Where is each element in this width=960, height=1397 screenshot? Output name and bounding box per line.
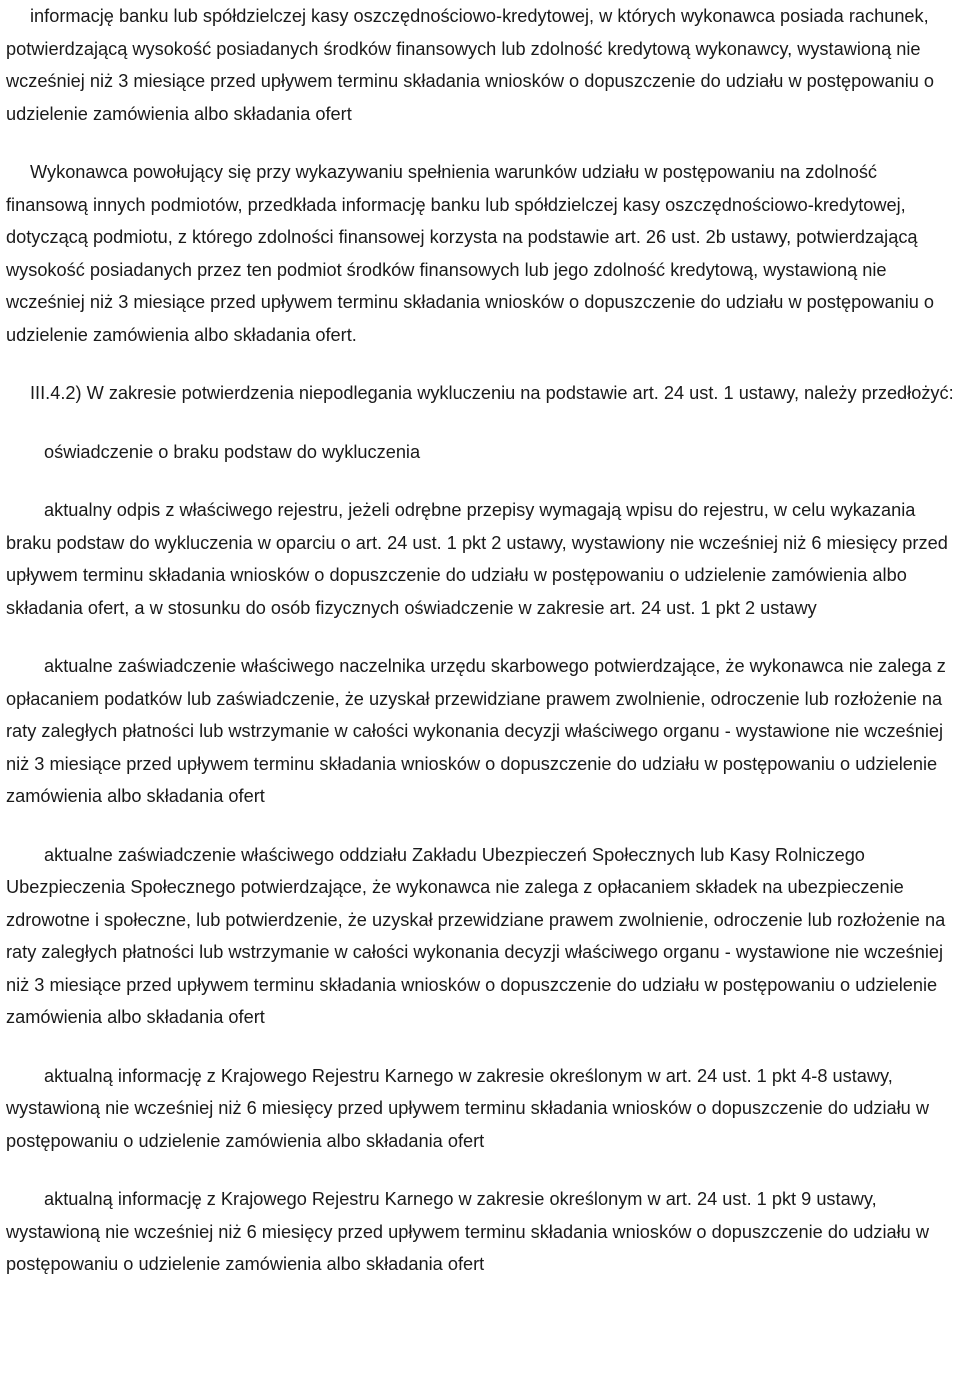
paragraph-bank-information: informację banku lub spółdzielczej kasy oszczędnościowo-kredytowej, w których wykonawca posiada rachunek, potwierdzającą wysokość posiadanych środków finansowych lub zdolność kredytową wykonawcy, wystawioną nie wcześniej niż 3 miesiące przed upływem terminu składania wniosków o dopuszczenie do udziału w postępowaniu o udzielenie zamówienia albo składania ofert — [6, 6, 935, 124]
item-tax-office-certificate: aktualne zaświadczenie właściwego naczelnika urzędu skarbowego potwierdzające, że wykonawca nie zalega z opłacaniem podatków lub zaświadczenie, że uzyskał przewidziane prawem zwolnienie, odroczenie lub rozłożenie na raty zaległych płatności lub wstrzymanie w całości wykonania decyzji właściwego organu - wystawione nie wcześniej niż 3 miesiące przed upływem terminu składania wniosków o dopuszczenie do udziału w postępowaniu o udzielenie zamówienia albo składania ofert — [6, 656, 946, 806]
paragraph-contractor-financial-capacity: Wykonawca powołujący się przy wykazywaniu spełnienia warunków udziału w postępowaniu na zdolność finansową innych podmiotów, przedkłada informację banku lub spółdzielczej kasy oszczędnościowo-kredytowej, dotyczącą podmiotu, z którego zdolności finansowej korzysta na podstawie art. 26 ust. 2b ustawy, potwierdzającą wysokość posiadanych przez ten podmiot środków finansowych lub jego zdolność kredytową, wystawioną nie wcześniej niż 3 miesiące przed upływem terminu składania wniosków o dopuszczenie do udziału w postępowaniu o udzielenie zamówienia albo składania ofert. — [6, 162, 935, 345]
item-criminal-record-9: aktualną informację z Krajowego Rejestru Karnego w zakresie określonym w art. 24 ust. 1 pkt 9 ustawy, wystawioną nie wcześniej niż 6 miesięcy przed upływem terminu składania wniosków o dopuszczenie do udziału w postępowaniu o udzielenie zamówienia albo składania ofert — [6, 1189, 929, 1274]
paragraph-gap — [6, 1157, 958, 1183]
paragraph-gap — [6, 468, 958, 494]
paragraph-gap — [6, 351, 958, 377]
item-register-extract: aktualny odpis z właściwego rejestru, jeżeli odrębne przepisy wymagają wpisu do rejestru, w celu wykazania braku podstaw do wykluczenia w oparciu o art. 24 ust. 1 pkt 2 ustawy, wystawiony nie wcześniej niż 6 miesięcy przed upływem terminu składania wniosków o dopuszczenie do udziału w postępowaniu o udzielenie zamówienia albo składania ofert, a w stosunku do osób fizycznych oświadczenie w zakresie art. 24 ust. 1 pkt 2 ustawy — [6, 500, 948, 618]
item-no-exclusion-statement: oświadczenie o braku podstaw do wykluczenia — [44, 441, 421, 462]
document-page — [6, 0, 958, 1281]
section-heading-iii-4-2: III.4.2) W zakresie potwierdzenia niepodlegania wykluczeniu na podstawie art. 24 ust. 1 ustawy, należy przedłożyć: — [30, 383, 954, 403]
paragraph-gap — [6, 813, 958, 839]
item-criminal-record-4-8: aktualną informację z Krajowego Rejestru Karnego w zakresie określonym w art. 24 ust. 1 pkt 4-8 ustawy, wystawioną nie wcześniej niż 6 miesięcy przed upływem terminu składania wniosków o dopuszczenie do udziału w postępowaniu o udzielenie zamówienia albo składania ofert — [6, 1065, 929, 1151]
paragraph-gap — [6, 1034, 958, 1060]
paragraph-gap — [6, 410, 958, 436]
item-social-insurance-certificate: aktualne zaświadczenie właściwego oddziału Zakładu Ubezpieczeń Społecznych lub Kasy Rolniczego Ubezpieczenia Społecznego potwierdzające, że wykonawca nie zalega z opłacaniem składek na ubezpieczenie zdrowotne i społeczne, lub potwierdzenie, że uzyskał przewidziane prawem zwolnienie, odroczenie lub rozłożenie na raty zaległych płatności lub wstrzymanie w całości wykonania decyzji właściwego organu - wystawione nie wcześniej niż 3 miesiące przed upływem terminu składania wniosków o dopuszczenie do udziału w postępowaniu o udzielenie zamówienia albo składania ofert — [6, 844, 946, 1027]
paragraph-gap — [6, 130, 958, 156]
paragraph-gap — [6, 624, 958, 650]
